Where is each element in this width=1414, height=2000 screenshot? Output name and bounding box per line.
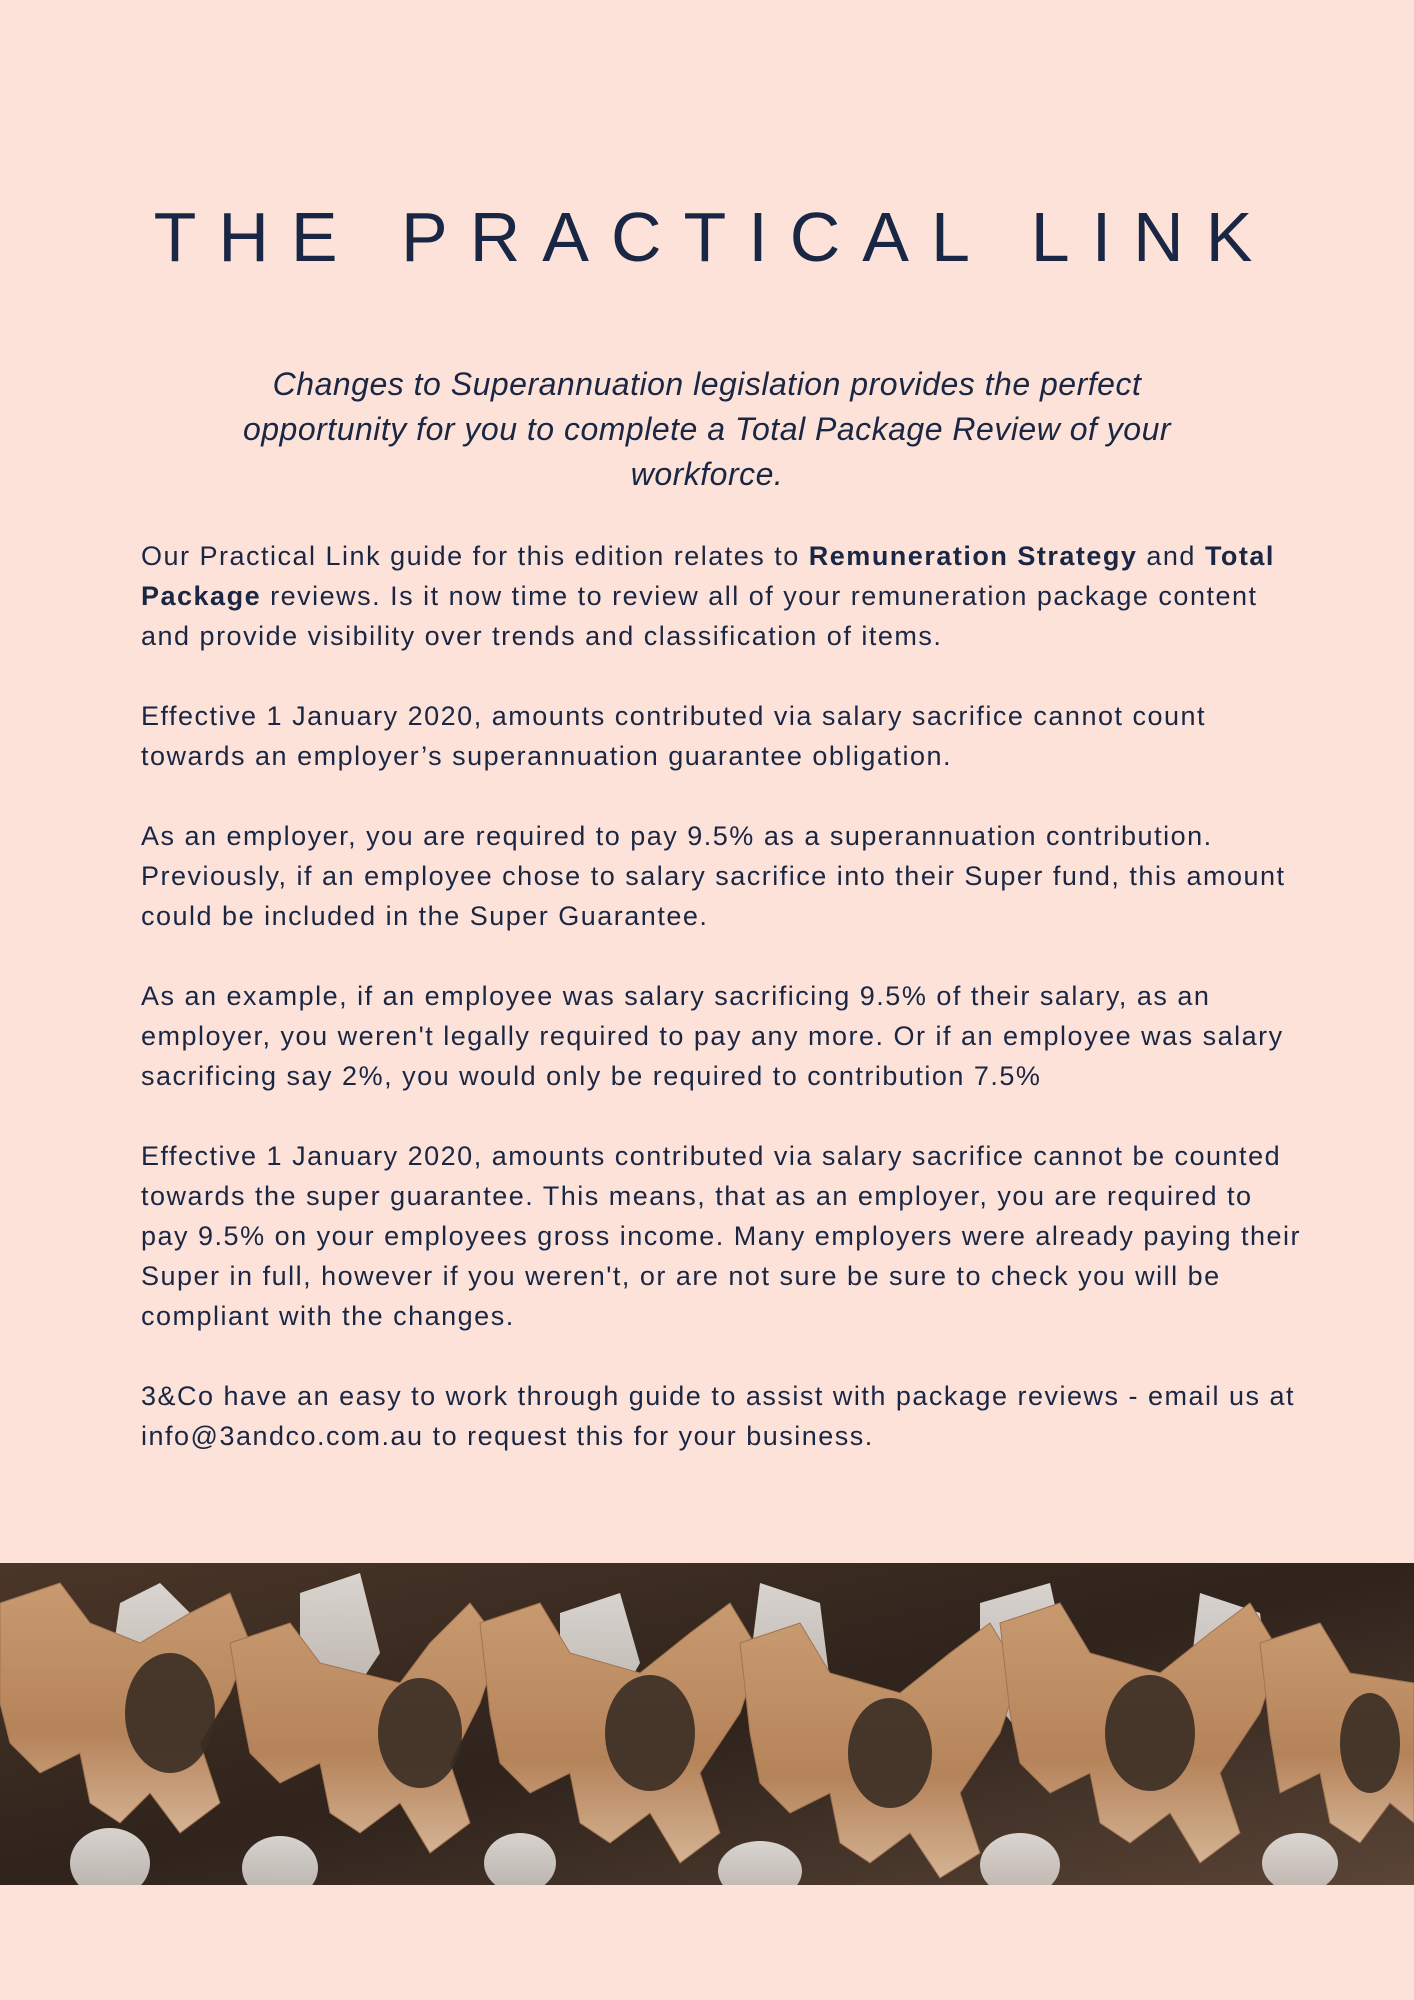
paragraph-change-detail: Effective 1 January 2020, amounts contributed via salary sacrifice cannot be counted towards the super guarantee. This means, that as an employer, you are required to pay 9.5% on your employees gross income. Many employers were already paying their Super in full, however if you weren't, or are not sure be sure to check you will be compliant with the changes.	[141, 1141, 1302, 1331]
article-body	[141, 536, 1301, 1496]
paragraph-contact: 3&Co have an easy to work through guide to assist with package reviews - email us at info@3andco.com.au to request this for your business.	[141, 1381, 1296, 1451]
intro-text-2: and	[1137, 541, 1205, 571]
paragraph-effective-date: Effective 1 January 2020, amounts contributed via salary sacrifice cannot count towards an employer’s superannuation guarantee obligation.	[141, 701, 1207, 771]
paper-chain-illustration	[0, 1563, 1414, 1885]
paper-chain-people-image	[0, 1563, 1414, 1885]
intro-bold-total-package: Total Package	[141, 541, 1275, 611]
page-title: THE PRACTICAL LINK	[153, 198, 1275, 276]
paragraph-example: As an example, if an employee was salary sacrificing 9.5% of their salary, as an employer, you weren't legally required to pay any more. Or if an employee was salary sacrificing say 2%, you would only be required to contribution 7.5%	[141, 981, 1284, 1091]
subtitle: Changes to Superannuation legislation provides the perfect opportunity for you to complete a Total Package Review of your workforce.	[242, 366, 1172, 492]
intro-text-1: Our Practical Link guide for this edition relates to	[141, 541, 809, 571]
intro-text-3: reviews. Is it now time to review all of your remuneration package content and provide visibility over trends and classification of items.	[141, 581, 1258, 651]
intro-bold-remuneration: Remuneration Strategy	[808, 541, 1138, 571]
intro-paragraph	[141, 536, 1301, 656]
paragraph-employer-requirement: As an employer, you are required to pay 9.5% as a superannuation contribution. Previously, if an employee chose to salary sacrifice into their Super fund, this amount could be included in the Super Guarantee.	[141, 821, 1286, 931]
